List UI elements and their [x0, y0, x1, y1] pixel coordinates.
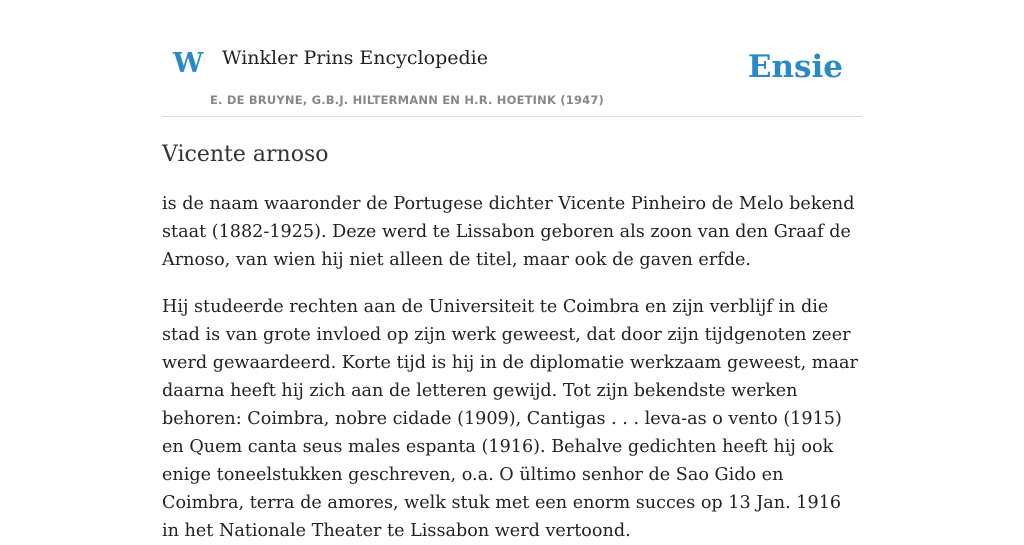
article-title: Vicente arnoso: [162, 142, 329, 167]
site-header: [162, 0, 862, 117]
source-authors: E. DE BRUYNE, G.B.J. HILTERMANN EN H.R. HOETINK (1947): [210, 93, 605, 107]
article-paragraph-2: Hij studeerde rechten aan de Universiteit te Coimbra en zijn verblijf in die stad is van grote invloed op zijn werk geweest, dat door zijn tijdgenoten zeer werd gewaardeerd. Korte tijd is hij in de diplomatie werkzaam geweest, maar daarna heeft hij zich aan de letteren gewijd. Tot zijn bekendste werken behoren: Coimbra, nobre cidade (1909), Cantigas . . . leva-as o vento (1915) en Quem canta seus males espanta (1916). Behalve gedichten heeft hij ook enige toneelstukken geschreven, o.a. O ültimo senhor de Sao Gido en Coimbra, terra de amores, welk stuk met een enorm succes op 13 Jan. 1916 in het Nationale Theater te Lissabon werd vertoond.: [162, 296, 858, 541]
article-paragraph-1: is de naam waaronder de Portugese dichter Vicente Pinheiro de Melo bekend staat (1882-1925). Deze werd te Lissabon geboren als zoon van den Graaf de Arnoso, van wien hij niet alleen de titel, maar ook de gaven erfde.: [162, 193, 855, 270]
page-container: [162, 0, 862, 545]
brand-link[interactable]: Ensie: [747, 49, 843, 85]
site-title[interactable]: Winkler Prins Encyclopedie: [222, 47, 488, 69]
site-logo[interactable]: W: [173, 48, 204, 79]
